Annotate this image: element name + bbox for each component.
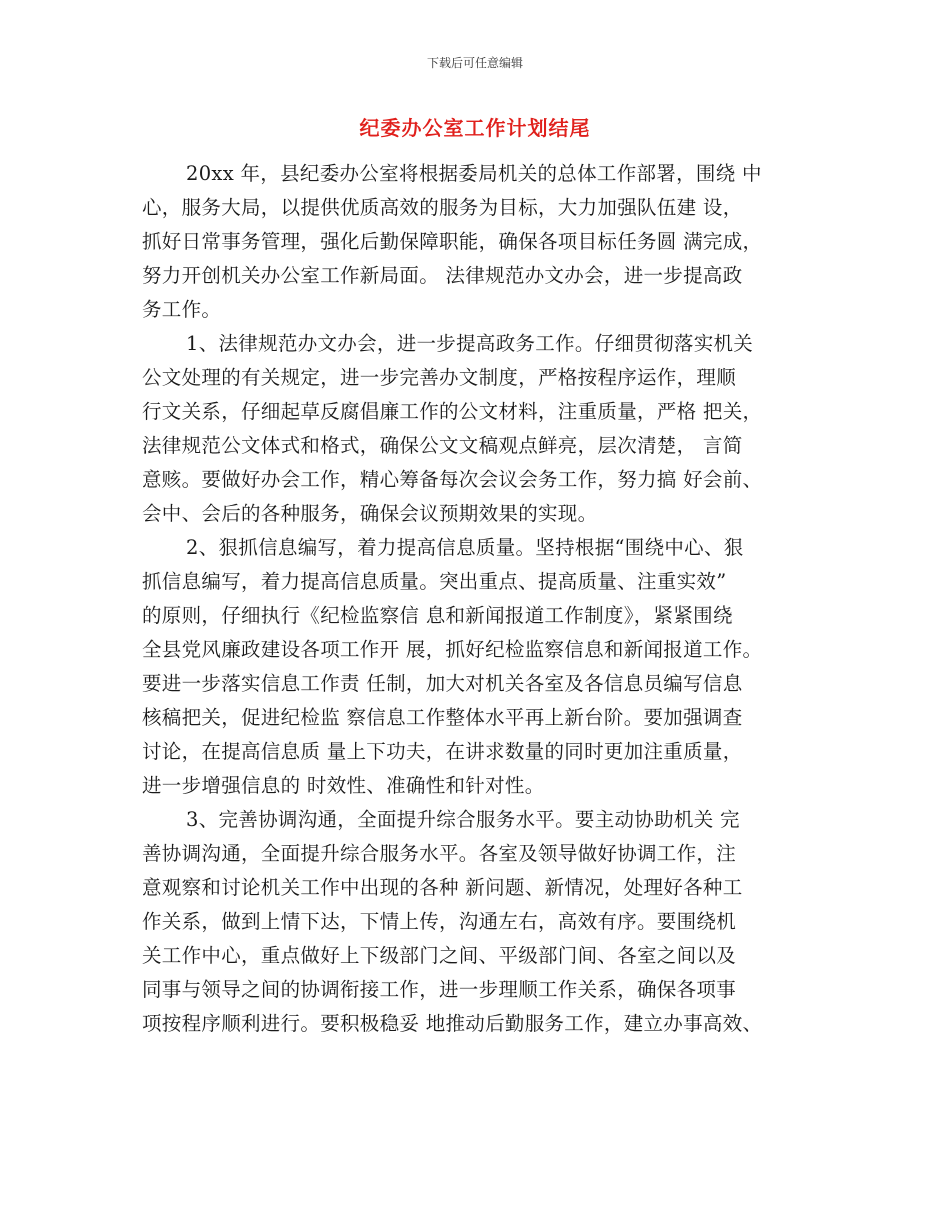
text-line: 2、狠抓信息编写，着力提高信息质量。坚持根据“围绕中心、狠 bbox=[186, 536, 744, 559]
text-line: 务工作。 bbox=[142, 298, 222, 321]
text-line: 进一步增强信息的 时效性、准确性和针对性。 bbox=[142, 774, 545, 797]
text-line: 抓好日常事务管理，强化后勤保障职能，确保各项目标任务圆 满完成， bbox=[142, 230, 763, 253]
paragraph-1 bbox=[142, 327, 817, 531]
text-line: 意赅。要做好办会工作，精心筹备每次会议会务工作，努力搞 好会前、 bbox=[142, 468, 763, 491]
document-body bbox=[142, 157, 817, 1041]
text-line: 1、法律规范办文办会，进一步提高政务工作。仔细贯彻落实机关 bbox=[186, 332, 754, 355]
text-line: 项按程序顺利进行。要积极稳妥 地推动后勤服务工作，建立办事高效、 bbox=[142, 1012, 763, 1035]
text-line: 3、完善协调沟通，全面提升综合服务水平。要主动协助机关 完 bbox=[186, 808, 740, 831]
text-line: 的原则，仔细执行《纪检监察信 息和新闻报道工作制度》，紧紧围绕 bbox=[142, 604, 733, 627]
text-line: 抓信息编写，着力提高信息质量。突出重点、提高质量、注重实效” bbox=[142, 570, 727, 593]
text-line: 努力开创机关办公室工作新局面。 法律规范办文办会，进一步提高政 bbox=[142, 264, 743, 287]
document-title: 纪委办公室工作计划结尾 bbox=[359, 116, 591, 140]
text-line: 善协调沟通，全面提升综合服务水平。各室及领导做好协调工作，注 bbox=[142, 842, 737, 865]
text-line: 公文处理的有关规定，进一步完善办文制度，严格按程序运作，理顺 bbox=[142, 366, 737, 389]
text-line: 关工作中心，重点做好上下级部门之间、平级部门间、各室之间以及 bbox=[142, 944, 737, 967]
text-line: 作关系，做到上情下达，下情上传，沟通左右，高效有序。要围绕机 bbox=[142, 910, 737, 933]
text-line: 讨论，在提高信息质 量上下功夫，在讲求数量的同时更加注重质量， bbox=[142, 740, 743, 763]
text-line: 会中、会后的各种服务，确保会议预期效果的实现。 bbox=[142, 502, 598, 525]
header-note: 下载后可任意编辑 bbox=[426, 56, 523, 70]
paragraph-intro bbox=[142, 157, 817, 327]
text-line: 20xx 年，县纪委办公室将根据委局机关的总体工作部署，围绕 中 bbox=[186, 162, 762, 185]
text-line: 全县党风廉政建设各项工作开 展，抓好纪检监察信息和新闻报道工作。 bbox=[142, 638, 763, 661]
paragraph-3 bbox=[142, 803, 817, 1041]
paragraph-2 bbox=[142, 531, 817, 803]
text-line: 心，服务大局，以提供优质高效的服务为目标，大力加强队伍建 设， bbox=[142, 196, 743, 219]
text-line: 核稿把关，促进纪检监 察信息工作整体水平再上新台阶。要加强调查 bbox=[142, 706, 743, 729]
text-line: 法律规范公文体式和格式，确保公文文稿观点鲜亮，层次清楚， 言简 bbox=[142, 434, 743, 457]
text-line: 同事与领导之间的协调衔接工作，进一步理顺工作关系，确保各项事 bbox=[142, 978, 737, 1001]
text-line: 要进一步落实信息工作责 任制，加大对机关各室及各信息员编写信息 bbox=[142, 672, 743, 695]
text-line: 意观察和讨论机关工作中出现的各种 新问题、新情况，处理好各种工 bbox=[142, 876, 743, 899]
text-line: 行文关系，仔细起草反腐倡廉工作的公文材料，注重质量，严格 把关， bbox=[142, 400, 763, 423]
